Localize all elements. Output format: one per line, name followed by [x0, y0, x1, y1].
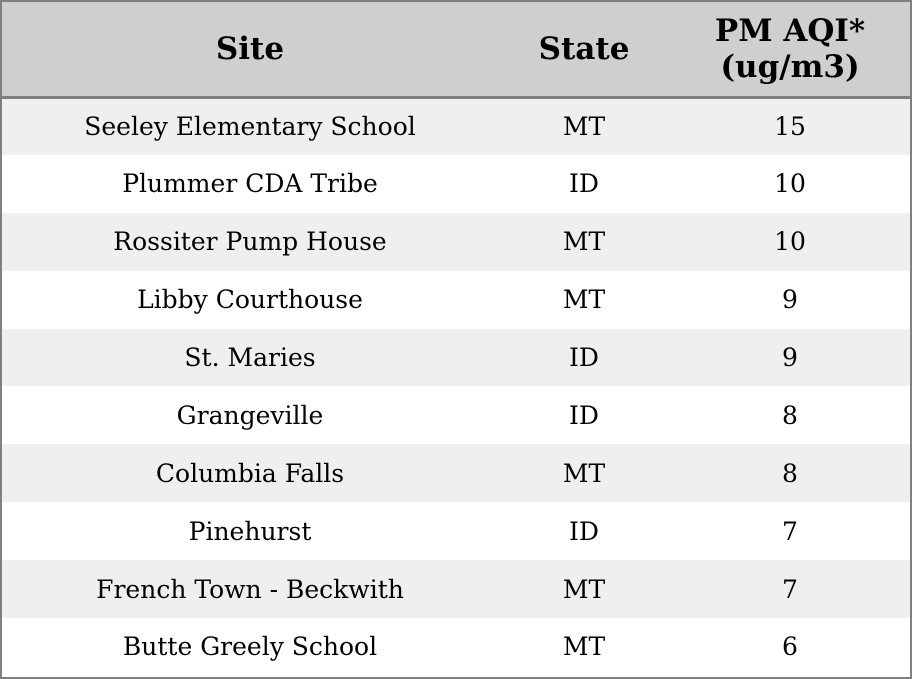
- table-row: [2, 213, 910, 271]
- table-row: [2, 97, 910, 155]
- table-row: [2, 560, 910, 618]
- header-pm-aqi-line1: PM AQI*: [714, 12, 866, 49]
- cell-pm-aqi: 8: [782, 400, 798, 430]
- cell-state: ID: [569, 400, 599, 430]
- pm-aqi-table: [2, 2, 910, 676]
- cell-site: Butte Greely School: [122, 632, 378, 662]
- cell-pm-aqi: 15: [774, 112, 806, 142]
- cell-site: Libby Courthouse: [137, 285, 363, 315]
- cell-pm-aqi: 9: [782, 343, 798, 372]
- header-site: Site: [2, 2, 498, 97]
- header-row: [2, 2, 910, 97]
- header-pm-aqi: [670, 2, 910, 97]
- cell-site: Plummer CDA Tribe: [122, 169, 378, 199]
- table-row: [2, 271, 910, 329]
- header-pm-aqi-line2: (ug/m3): [720, 48, 860, 85]
- cell-state: MT: [562, 458, 606, 488]
- cell-pm-aqi: 10: [774, 227, 806, 257]
- cell-site: Pinehurst: [188, 516, 312, 546]
- cell-state: MT: [562, 227, 606, 257]
- cell-state: ID: [569, 343, 599, 372]
- cell-pm-aqi: 9: [782, 285, 798, 315]
- cell-site: Grangeville: [176, 400, 324, 430]
- table-row: [2, 386, 910, 444]
- table-row: [2, 618, 910, 676]
- table-row: [2, 502, 910, 560]
- table-row: [2, 155, 910, 213]
- table-row: [2, 329, 910, 387]
- table-body: [2, 97, 910, 676]
- cell-pm-aqi: 7: [782, 574, 798, 604]
- cell-state: MT: [562, 112, 606, 142]
- cell-state: ID: [569, 516, 599, 546]
- header-state: State: [498, 2, 670, 97]
- cell-pm-aqi: 6: [782, 632, 798, 662]
- cell-state: MT: [562, 285, 606, 315]
- cell-pm-aqi: 10: [774, 169, 806, 199]
- table-header: [2, 2, 910, 97]
- cell-state: ID: [569, 169, 599, 199]
- cell-site: St. Maries: [184, 343, 316, 372]
- cell-state: MT: [562, 632, 606, 662]
- cell-state: MT: [562, 574, 606, 604]
- cell-site: French Town - Beckwith: [96, 574, 404, 604]
- cell-site: Rossiter Pump House: [113, 227, 387, 257]
- cell-pm-aqi: 8: [782, 458, 798, 488]
- cell-site: Seeley Elementary School: [84, 112, 416, 142]
- cell-site: Columbia Falls: [155, 458, 345, 488]
- table-row: [2, 444, 910, 502]
- cell-pm-aqi: 7: [782, 516, 798, 546]
